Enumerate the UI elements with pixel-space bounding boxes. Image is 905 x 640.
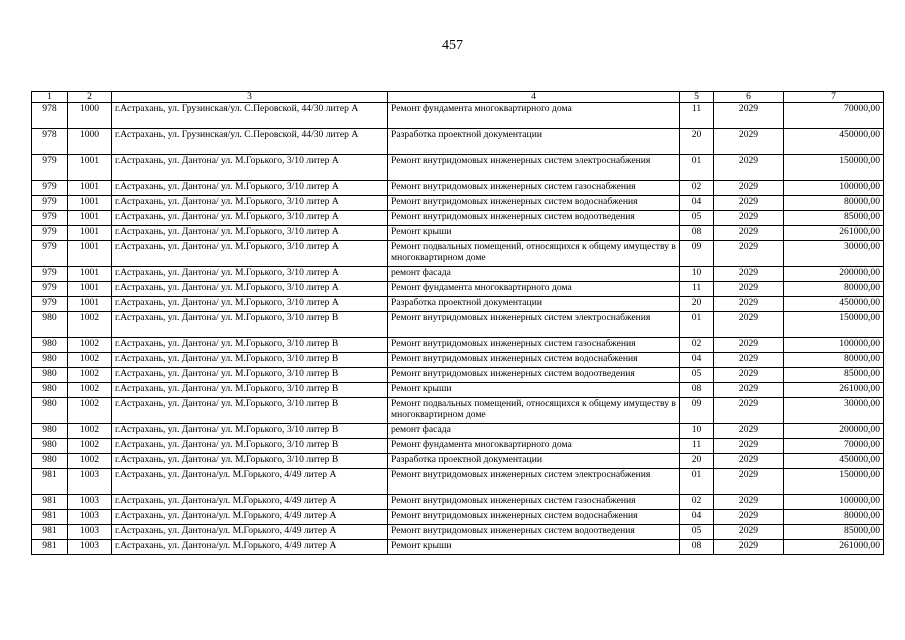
table-row (32, 398, 884, 424)
cell-house-id: 1000 (68, 129, 112, 155)
cell-work-code: 05 (680, 525, 714, 540)
cell-work-code: 11 (680, 282, 714, 297)
cell-year: 2029 (714, 129, 784, 155)
cell-work-code: 02 (680, 338, 714, 353)
cell-work-type: Ремонт фундамента многоквартирного дома (388, 439, 680, 454)
cell-row-number: 979 (32, 297, 68, 312)
cell-address: г.Астрахань, ул. Дантона/ ул. М.Горького, 3/10 литер А (112, 282, 388, 297)
cell-work-code: 04 (680, 353, 714, 368)
cell-work-type: Ремонт подвальных помещений, относящихся к общему имуществу в многоквартирном доме (388, 398, 680, 424)
cell-year: 2029 (714, 398, 784, 424)
cell-address: г.Астрахань, ул. Дантона/ ул. М.Горького, 3/10 литер В (112, 368, 388, 383)
cell-work-code: 09 (680, 241, 714, 267)
cell-work-type: ремонт фасада (388, 424, 680, 439)
cell-house-id: 1001 (68, 297, 112, 312)
cell-row-number: 979 (32, 181, 68, 196)
cell-row-number: 980 (32, 338, 68, 353)
cell-row-number: 979 (32, 267, 68, 282)
cell-address: г.Астрахань, ул. Грузинская/ул. С.Перовской, 44/30 литер А (112, 103, 388, 129)
cell-cost: 30000,00 (784, 241, 884, 267)
cell-row-number: 980 (32, 439, 68, 454)
table-row (32, 439, 884, 454)
cell-house-id: 1001 (68, 155, 112, 181)
cell-work-type: Ремонт внутридомовых инженерных систем газоснабжения (388, 338, 680, 353)
cell-cost: 450000,00 (784, 297, 884, 312)
cell-year: 2029 (714, 282, 784, 297)
cell-work-code: 20 (680, 129, 714, 155)
cell-address: г.Астрахань, ул. Дантона/ул. М.Горького, 4/49 литер А (112, 510, 388, 525)
cell-year: 2029 (714, 181, 784, 196)
cell-year: 2029 (714, 540, 784, 555)
cell-work-code: 05 (680, 368, 714, 383)
table-row (32, 129, 884, 155)
cell-work-type: Ремонт фундамента многоквартирного дома (388, 103, 680, 129)
cell-row-number: 981 (32, 469, 68, 495)
cell-house-id: 1003 (68, 525, 112, 540)
table-row (32, 297, 884, 312)
cell-address: г.Астрахань, ул. Дантона/ ул. М.Горького, 3/10 литер А (112, 241, 388, 267)
cell-cost: 261000,00 (784, 226, 884, 241)
cell-cost: 150000,00 (784, 155, 884, 181)
cell-house-id: 1003 (68, 540, 112, 555)
cell-row-number: 980 (32, 398, 68, 424)
cell-row-number: 981 (32, 495, 68, 510)
column-header: 2 (68, 92, 112, 103)
cell-work-code: 08 (680, 540, 714, 555)
cell-address: г.Астрахань, ул. Дантона/ул. М.Горького, 4/49 литер А (112, 525, 388, 540)
cell-house-id: 1002 (68, 398, 112, 424)
cell-work-code: 02 (680, 181, 714, 196)
cell-work-code: 04 (680, 196, 714, 211)
cell-row-number: 980 (32, 454, 68, 469)
cell-cost: 450000,00 (784, 129, 884, 155)
cell-row-number: 979 (32, 196, 68, 211)
cell-year: 2029 (714, 383, 784, 398)
table-row (32, 368, 884, 383)
cell-work-code: 09 (680, 398, 714, 424)
cell-cost: 85000,00 (784, 211, 884, 226)
cell-address: г.Астрахань, ул. Дантона/ ул. М.Горького, 3/10 литер В (112, 439, 388, 454)
cell-work-type: Ремонт внутридомовых инженерных систем водоснабжения (388, 510, 680, 525)
cell-house-id: 1000 (68, 103, 112, 129)
cell-row-number: 978 (32, 103, 68, 129)
cell-house-id: 1002 (68, 383, 112, 398)
cell-work-type: Ремонт внутридомовых инженерных систем водоотведения (388, 368, 680, 383)
cell-cost: 80000,00 (784, 282, 884, 297)
table-row (32, 155, 884, 181)
cell-year: 2029 (714, 368, 784, 383)
cell-cost: 100000,00 (784, 181, 884, 196)
cell-address: г.Астрахань, ул. Дантона/ ул. М.Горького, 3/10 литер В (112, 312, 388, 338)
cell-year: 2029 (714, 469, 784, 495)
cell-cost: 30000,00 (784, 398, 884, 424)
cell-work-code: 01 (680, 312, 714, 338)
cell-work-type: Ремонт внутридомовых инженерных систем водоснабжения (388, 196, 680, 211)
page-number: 457 (442, 38, 463, 53)
cell-house-id: 1002 (68, 368, 112, 383)
cell-row-number: 980 (32, 312, 68, 338)
column-header: 7 (784, 92, 884, 103)
cell-year: 2029 (714, 267, 784, 282)
cell-cost: 261000,00 (784, 383, 884, 398)
cell-house-id: 1001 (68, 196, 112, 211)
cell-house-id: 1001 (68, 241, 112, 267)
column-header: 6 (714, 92, 784, 103)
table-row (32, 338, 884, 353)
table-row (32, 510, 884, 525)
table-row (32, 312, 884, 338)
cell-house-id: 1003 (68, 510, 112, 525)
cell-work-type: Разработка проектной документации (388, 129, 680, 155)
cell-house-id: 1002 (68, 454, 112, 469)
cell-year: 2029 (714, 439, 784, 454)
cell-work-type: ремонт фасада (388, 267, 680, 282)
cell-row-number: 981 (32, 525, 68, 540)
cell-address: г.Астрахань, ул. Дантона/ ул. М.Горького, 3/10 литер А (112, 196, 388, 211)
cell-work-code: 08 (680, 226, 714, 241)
cell-address: г.Астрахань, ул. Дантона/ ул. М.Горького, 3/10 литер А (112, 297, 388, 312)
cell-house-id: 1002 (68, 338, 112, 353)
cell-work-type: Ремонт внутридомовых инженерных систем газоснабжения (388, 495, 680, 510)
cell-address: г.Астрахань, ул. Дантона/ ул. М.Горького, 3/10 литер В (112, 353, 388, 368)
cell-cost: 200000,00 (784, 424, 884, 439)
cell-cost: 70000,00 (784, 103, 884, 129)
table-row (32, 383, 884, 398)
cell-row-number: 979 (32, 241, 68, 267)
cell-cost: 200000,00 (784, 267, 884, 282)
cell-address: г.Астрахань, ул. Дантона/ ул. М.Горького, 3/10 литер А (112, 211, 388, 226)
table-row (32, 540, 884, 555)
table-row (32, 454, 884, 469)
cell-address: г.Астрахань, ул. Дантона/ ул. М.Горького, 3/10 литер В (112, 454, 388, 469)
cell-house-id: 1001 (68, 181, 112, 196)
cell-cost: 100000,00 (784, 495, 884, 510)
cell-work-code: 01 (680, 155, 714, 181)
cell-cost: 150000,00 (784, 469, 884, 495)
cell-work-code: 10 (680, 267, 714, 282)
table-row (32, 282, 884, 297)
cell-work-code: 20 (680, 297, 714, 312)
cell-work-code: 08 (680, 383, 714, 398)
cell-work-code: 02 (680, 495, 714, 510)
cell-year: 2029 (714, 353, 784, 368)
cell-work-type: Ремонт подвальных помещений, относящихся к общему имуществу в многоквартирном доме (388, 241, 680, 267)
table-row (32, 226, 884, 241)
cell-house-id: 1002 (68, 353, 112, 368)
cell-cost: 100000,00 (784, 338, 884, 353)
table-row (32, 181, 884, 196)
cell-work-type: Ремонт внутридомовых инженерных систем газоснабжения (388, 181, 680, 196)
cell-work-code: 04 (680, 510, 714, 525)
cell-year: 2029 (714, 424, 784, 439)
cell-work-type: Ремонт внутридомовых инженерных систем электроснабжения (388, 155, 680, 181)
cell-row-number: 981 (32, 510, 68, 525)
cell-row-number: 979 (32, 155, 68, 181)
cell-address: г.Астрахань, ул. Грузинская/ул. С.Перовской, 44/30 литер А (112, 129, 388, 155)
column-header: 1 (32, 92, 68, 103)
cell-year: 2029 (714, 312, 784, 338)
cell-row-number: 978 (32, 129, 68, 155)
table-row (32, 267, 884, 282)
column-header: 3 (112, 92, 388, 103)
table-row (32, 495, 884, 510)
cell-year: 2029 (714, 495, 784, 510)
cell-row-number: 980 (32, 424, 68, 439)
cell-cost: 85000,00 (784, 525, 884, 540)
cell-row-number: 979 (32, 226, 68, 241)
cell-address: г.Астрахань, ул. Дантона/ ул. М.Горького, 3/10 литер В (112, 424, 388, 439)
cell-house-id: 1003 (68, 469, 112, 495)
cell-work-type: Ремонт внутридомовых инженерных систем электроснабжения (388, 469, 680, 495)
cell-address: г.Астрахань, ул. Дантона/ ул. М.Горького, 3/10 литер А (112, 155, 388, 181)
cell-house-id: 1001 (68, 267, 112, 282)
cell-work-code: 20 (680, 454, 714, 469)
table-row (32, 241, 884, 267)
cell-work-code: 01 (680, 469, 714, 495)
cell-year: 2029 (714, 338, 784, 353)
cell-work-type: Ремонт крыши (388, 383, 680, 398)
column-header: 5 (680, 92, 714, 103)
table-row (32, 211, 884, 226)
cell-cost: 80000,00 (784, 353, 884, 368)
cell-work-type: Разработка проектной документации (388, 454, 680, 469)
cell-year: 2029 (714, 525, 784, 540)
cell-work-type: Ремонт крыши (388, 226, 680, 241)
cell-house-id: 1001 (68, 211, 112, 226)
cell-work-type: Ремонт внутридомовых инженерных систем электроснабжения (388, 312, 680, 338)
table-row (32, 424, 884, 439)
cell-house-id: 1001 (68, 226, 112, 241)
table-row (32, 469, 884, 495)
column-header: 4 (388, 92, 680, 103)
cell-work-code: 10 (680, 424, 714, 439)
cell-year: 2029 (714, 454, 784, 469)
cell-work-type: Ремонт внутридомовых инженерных систем водоотведения (388, 525, 680, 540)
table-row (32, 353, 884, 368)
cell-address: г.Астрахань, ул. Дантона/ул. М.Горького, 4/49 литер А (112, 469, 388, 495)
cell-year: 2029 (714, 241, 784, 267)
capital-repair-table (31, 91, 884, 555)
cell-work-type: Ремонт фундамента многоквартирного дома (388, 282, 680, 297)
cell-work-type: Ремонт крыши (388, 540, 680, 555)
cell-work-code: 11 (680, 439, 714, 454)
cell-cost: 80000,00 (784, 510, 884, 525)
cell-cost: 150000,00 (784, 312, 884, 338)
cell-address: г.Астрахань, ул. Дантона/ ул. М.Горького, 3/10 литер В (112, 338, 388, 353)
cell-row-number: 980 (32, 353, 68, 368)
table-row (32, 196, 884, 211)
cell-row-number: 980 (32, 368, 68, 383)
cell-address: г.Астрахань, ул. Дантона/ ул. М.Горького, 3/10 литер В (112, 398, 388, 424)
cell-year: 2029 (714, 211, 784, 226)
cell-row-number: 981 (32, 540, 68, 555)
cell-house-id: 1002 (68, 312, 112, 338)
cell-work-type: Ремонт внутридомовых инженерных систем водоотведения (388, 211, 680, 226)
cell-year: 2029 (714, 155, 784, 181)
cell-cost: 261000,00 (784, 540, 884, 555)
cell-year: 2029 (714, 226, 784, 241)
cell-address: г.Астрахань, ул. Дантона/ ул. М.Горького, 3/10 литер А (112, 226, 388, 241)
cell-work-type: Ремонт внутридомовых инженерных систем водоснабжения (388, 353, 680, 368)
cell-row-number: 979 (32, 282, 68, 297)
cell-address: г.Астрахань, ул. Дантона/ ул. М.Горького, 3/10 литер А (112, 181, 388, 196)
cell-year: 2029 (714, 510, 784, 525)
cell-address: г.Астрахань, ул. Дантона/ул. М.Горького, 4/49 литер А (112, 540, 388, 555)
table-row (32, 525, 884, 540)
cell-row-number: 979 (32, 211, 68, 226)
cell-address: г.Астрахань, ул. Дантона/ ул. М.Горького, 3/10 литер В (112, 383, 388, 398)
cell-year: 2029 (714, 103, 784, 129)
cell-house-id: 1002 (68, 439, 112, 454)
cell-cost: 80000,00 (784, 196, 884, 211)
cell-cost: 70000,00 (784, 439, 884, 454)
table-body (32, 103, 884, 555)
header-row (32, 92, 884, 103)
cell-house-id: 1003 (68, 495, 112, 510)
cell-cost: 450000,00 (784, 454, 884, 469)
cell-year: 2029 (714, 196, 784, 211)
cell-year: 2029 (714, 297, 784, 312)
cell-house-id: 1001 (68, 282, 112, 297)
table-row (32, 103, 884, 129)
cell-work-code: 11 (680, 103, 714, 129)
cell-house-id: 1002 (68, 424, 112, 439)
cell-address: г.Астрахань, ул. Дантона/ ул. М.Горького, 3/10 литер А (112, 267, 388, 282)
cell-work-code: 05 (680, 211, 714, 226)
cell-cost: 85000,00 (784, 368, 884, 383)
cell-address: г.Астрахань, ул. Дантона/ул. М.Горького, 4/49 литер А (112, 495, 388, 510)
cell-row-number: 980 (32, 383, 68, 398)
cell-work-type: Разработка проектной документации (388, 297, 680, 312)
